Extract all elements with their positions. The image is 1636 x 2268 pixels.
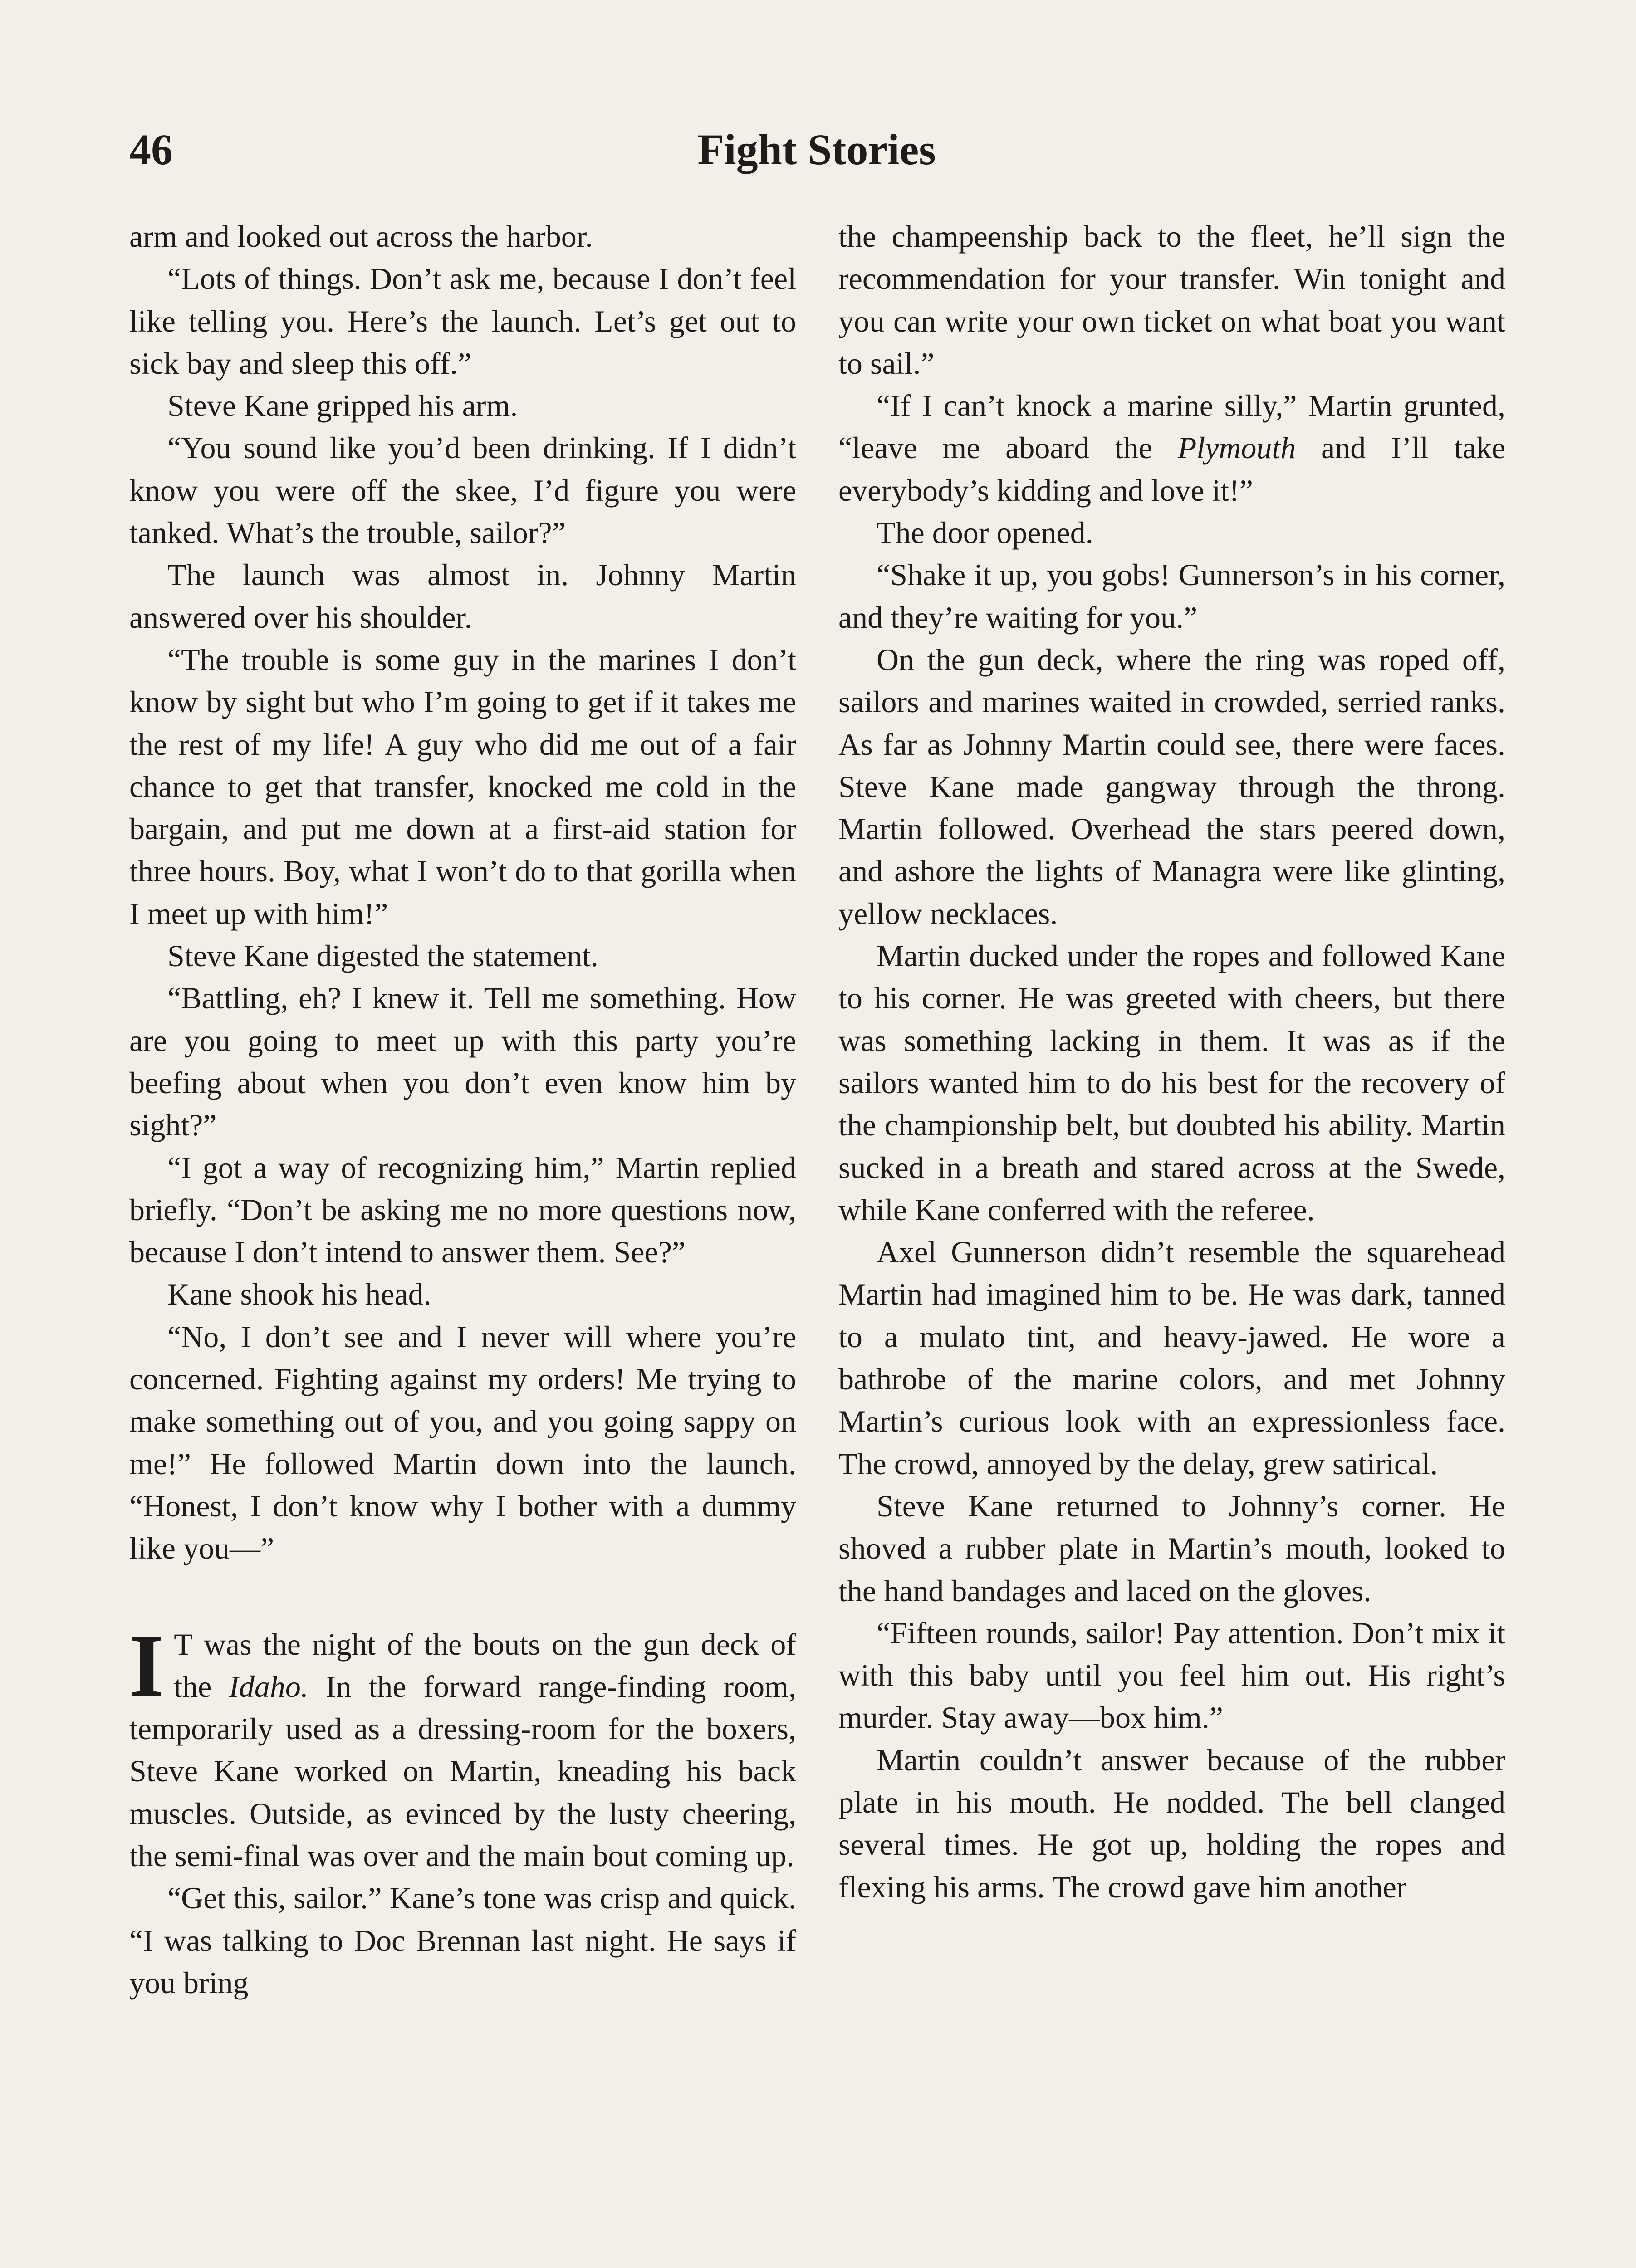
left-column bbox=[129, 215, 796, 2004]
paragraph: Martin couldn’t answer because of the rubber plate in his mouth. He nodded. The bell clanged several times. He got up, holding the ropes and flexing his arms. The crowd gave him another bbox=[838, 1742, 1505, 1904]
paragraph: Martin ducked under the ropes and followed Kane to his corner. He was greeted with cheers, but there was something lacking in them. It was as if the sailors wanted him to do his best for the recovery of the championship belt, but doubted his ability. Martin sucked in a breath and stared across at the Swede, while Kane conferred with the referee. bbox=[838, 938, 1505, 1227]
drop-cap: I bbox=[129, 1616, 164, 1715]
ship-name: Plymouth bbox=[1177, 430, 1296, 465]
paragraph: “The trouble is some guy in the marines I don’t know by sight but who I’m going to get if it takes me the rest of my life! A guy who did me out of a fair chance to get that transfer, knocked me cold in the bargain, and put me down at a first-aid station for three hours. Boy, what I won’t do to that gorilla when I meet up with him!” bbox=[129, 642, 796, 931]
paragraph-text: “If I can’t knock a marine silly,” Martin grunted, “leave me aboard the bbox=[838, 388, 1505, 465]
right-column bbox=[838, 215, 1505, 1908]
paragraph-text: In the forward range-finding room, temporarily used as a dressing-room for the boxers, Steve Kane worked on Martin, kneading his back muscles. Outside, as evinced by the lusty cheering, the semi-final was over and the main bout coming up. bbox=[129, 1669, 797, 1873]
paragraph: “Get this, sailor.” Kane’s tone was crisp and quick. “I was talking to Doc Brennan last night. He says if you bring bbox=[129, 1881, 796, 2000]
paragraph: “Shake it up, you gobs! Gunnerson’s in his corner, and they’re waiting for you.” bbox=[838, 557, 1505, 635]
paragraph: “I got a way of recognizing him,” Martin replied briefly. “Don’t be asking me no more questions now, because I don’t intend to answer them. See?” bbox=[129, 1150, 796, 1270]
paragraph: Steve Kane digested the statement. bbox=[167, 938, 598, 973]
paragraph: “You sound like you’d been drinking. If I didn’t know you were off the skee, I’d figure you were tanked. What’s the trouble, sailor?” bbox=[129, 430, 796, 550]
paragraph-text: and I’ll take everybody’s kidding and love it!” bbox=[838, 430, 1506, 508]
paragraph: The door opened. bbox=[877, 515, 1093, 550]
paragraph: “Fifteen rounds, sailor! Pay attention. Don’t mix it with this baby until you feel him out. His right’s murder. Stay away—box him.” bbox=[838, 1615, 1505, 1735]
paragraph: The launch was almost in. Johnny Martin answered over his shoulder. bbox=[129, 557, 796, 635]
paragraph: Steve Kane returned to Johnny’s corner. He shoved a rubber plate in Martin’s mouth, looked to the hand bandages and laced on the gloves. bbox=[838, 1488, 1505, 1608]
paragraph: Kane shook his head. bbox=[167, 1277, 431, 1312]
paragraph-text: T was the night of the bouts on the gun deck of the bbox=[174, 1627, 796, 1704]
section-opening-paragraph bbox=[129, 1616, 797, 1877]
paragraph: arm and looked out across the harbor. bbox=[129, 219, 593, 254]
paragraph bbox=[838, 385, 1505, 512]
magazine-title: Fight Stories bbox=[697, 125, 936, 174]
section-break bbox=[129, 1570, 796, 1623]
paragraph: Steve Kane gripped his arm. bbox=[167, 388, 518, 423]
paragraph: “Lots of things. Don’t ask me, because I don’t feel like telling you. Here’s the launch. Let’s get out to sick bay and sleep this off.” bbox=[129, 261, 796, 381]
paragraph: “Battling, eh? I knew it. Tell me something. How are you going to meet up with this party you’re beefing about when you don’t even know him by sight?” bbox=[129, 981, 796, 1143]
page-number: 46 bbox=[129, 125, 173, 174]
page-header bbox=[129, 120, 1504, 179]
paragraph: Axel Gunnerson didn’t resemble the squarehead Martin had imagined him to be. He was dark, tanned to a mulato tint, and heavy-jawed. He wore a bathrobe of the marine colors, and met Johnny Martin’s curious look with an expressionless face. The crowd, annoyed by the delay, grew satirical. bbox=[838, 1235, 1505, 1481]
paragraph: “No, I don’t see and I never will where you’re concerned. Fighting against my orders! Me trying to make something out of you, and you going sappy on me!” He followed Martin down into the launch. “Honest, I don’t know why I bother with a dummy like you—” bbox=[129, 1319, 796, 1566]
paragraph: the champeenship back to the fleet, he’ll sign the recommendation for your transfer. Win tonight and you can write your own ticket on what boat you want to sail.” bbox=[838, 219, 1505, 381]
paragraph: On the gun deck, where the ring was roped off, sailors and marines waited in crowded, serried ranks. As far as Johnny Martin could see, there were faces. Steve Kane made gangway through the throng. Martin followed. Overhead the stars peered down, and ashore the lights of Managra were like glinting, yellow necklaces. bbox=[838, 642, 1505, 931]
ship-name: Idaho. bbox=[229, 1669, 309, 1704]
